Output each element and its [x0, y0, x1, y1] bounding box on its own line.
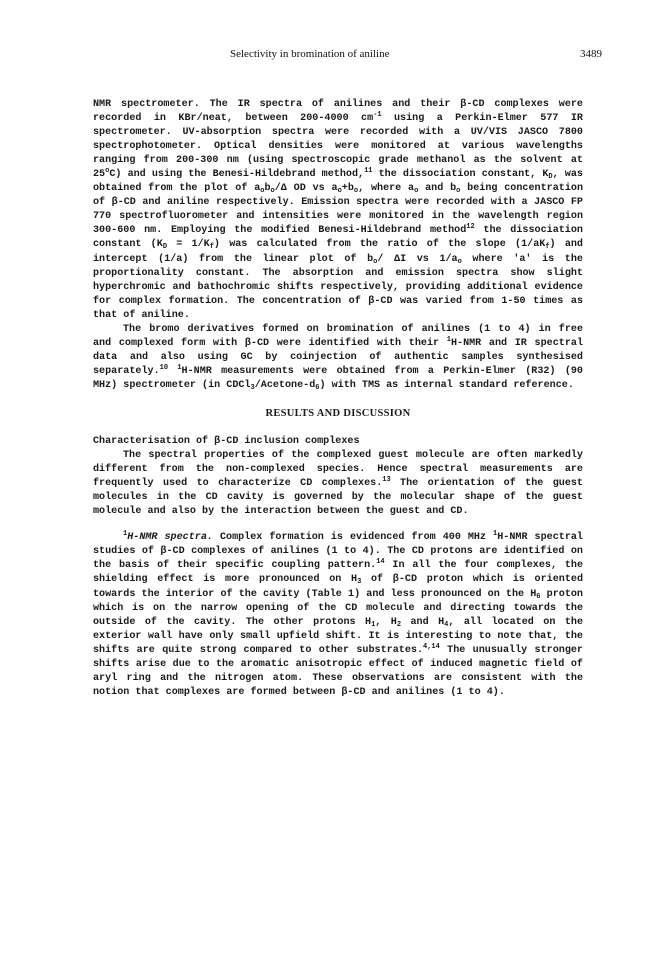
section-heading: RESULTS AND DISCUSSION [265, 407, 411, 419]
paragraph-spacer [93, 519, 583, 531]
paragraph-characterisation: The spectral properties of the complexed guest molecule are often markedly different from the non-complexed species. Hence spectral measurements are frequently used to characterize CD complexes.$^{13}$ The orientation of the guest molecules in the CD cavity is governed by the molecular shape of the guest molecule and also by the interaction between the guest and CD. [93, 450, 583, 518]
page-number: 3489 [580, 48, 602, 60]
body-text [93, 98, 583, 700]
running-title: Selectivity in bromination of aniline [230, 48, 390, 60]
nmr-spectra-lead: H-NMR spectra. [127, 532, 213, 544]
subsection-heading: Characterisation of β-CD inclusion complexes [93, 436, 360, 448]
paragraph-methods-1: NMR spectrometer. The IR spectra of anilines and their β-CD complexes were recorded in KBr/neat, between 200-4000 $cm^{-1}$ using a Perkin-Elmer 577 IR spectrometer. UV-absorption spectra were recorded with a UV/VIS JASCO 7800 spectrophotometer. Optical densities were monitored at various wavelengths ranging from 200-300 nm (using spectroscopic grade methanol as the solvent at 25$^o$C) and using the Benesi-Hildebrand method,$^{11}$ the dissociation constant, $K_D$, was obtained from the plot of $a_ob_o/\Delta$ OD vs $a_o+b_o$, where $a_o$ and $b_o$ being concentration of β-CD and aniline respectively. Emission spectra were recorded with a JASCO FP 770 spectrofluorometer and intensities were monitored in the wavelength region 300-600 nm. Employing the modified Benesi-Hildebrand method$^{12}$ the dissociation constant $(K_D = 1/K_f)$ was calculated from the ratio of the slope $(1/aK_f)$ and intercept (1/a) from the linear plot of $b_o/$ ΔI vs $1/a_o$ where 'a' is the proportionality constant. The absorption and emission spectra show slight hyperchromic and bathochromic shifts respectively, providing additional evidence for complex formation. The concentration of β-CD was varied from 1-50 times as that of aniline. [93, 99, 583, 321]
paragraph-methods-2: The bromo derivatives formed on bromination of anilines (1 to 4) in free and complexed form with β-CD were identified with their $^1$H-NMR and IR spectral data and also using GC by coinjection of authentic samples synthesised separately.$^{10}$ $^1$H-NMR measurements were obtained from a Perkin-Elmer (R32) (90 MHz) spectrometer (in $CDCl_3/Acetone-d_6$) with TMS as internal standard reference. [93, 323, 583, 392]
paragraph-nmr: $^1$H-NMR spectra. Complex formation is evidenced from 400 MHz $^1$H-NMR spectral studies of β-CD complexes of anilines (1 to 4). The CD protons are identified on the basis of their specific coupling pattern.$^{14}$ In all the four complexes, the shielding effect is more pronounced on $H_3$ of β-CD proton which is oriented towards the interior of the cavity (Table 1) and less pronounced on the $H_6$ proton which is on the narrow opening of the CD molecule and directing towards the outside of the cavity. The other protons $H_1$, $H_2$ and $H_4$, all located on the exterior wall have only small upfield shift. It is interesting to note that, the shifts are quite strong compared to other substrates.$^{4,14}$ The unusually stronger shifts arise due to the aromatic anisotropic effect of induced magnetic field of aryl ring and the nitrogen atom. These observations are consistent with the notion that complexes are formed between β-CD and anilines (1 to 4). [93, 530, 584, 698]
